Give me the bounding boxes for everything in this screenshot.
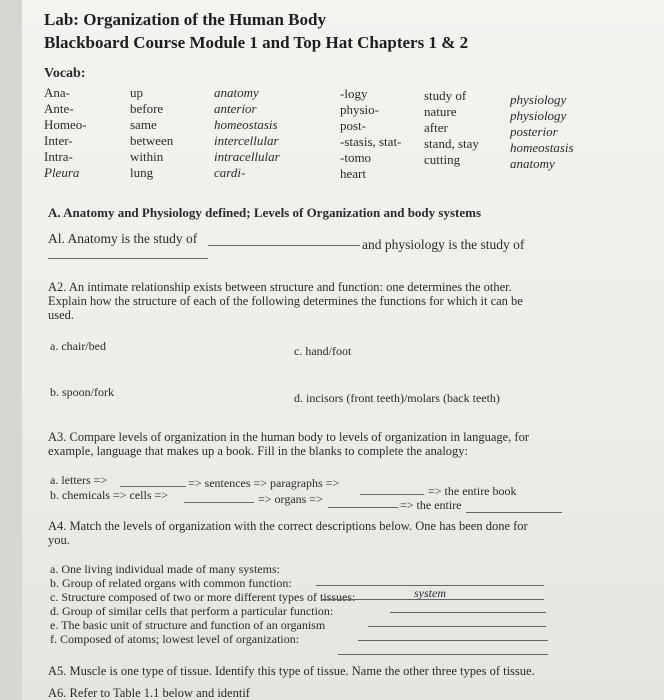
a3-analogy-b-end: => the entire xyxy=(400,498,462,512)
worksheet-page xyxy=(22,0,664,700)
a4-question-line: A4. Match the levels of organization with the correct descriptions below. One has been done for xyxy=(48,519,528,533)
a2-question-line: Explain how the structure of each of the following determines the functions for which it can be xyxy=(48,294,523,308)
a4-answer-line-a[interactable] xyxy=(316,585,544,586)
vocab-root-meaning: cutting xyxy=(424,152,461,167)
vocab-root-example: physiology xyxy=(510,92,567,107)
vocab-heading: Vocab: xyxy=(44,66,86,81)
vocab-root-column xyxy=(340,86,401,182)
a3-b-blank-2[interactable] xyxy=(328,507,398,508)
a4-answer-line-e[interactable] xyxy=(358,640,548,641)
vocab-root: -tomo xyxy=(340,150,372,165)
vocab-meaning: before xyxy=(130,101,164,116)
a2-item-a: a. chair/bed xyxy=(50,339,106,353)
a3-analogy-b-start: b. chemicals => cells => xyxy=(50,488,169,502)
vocab-root-example: homeostasis xyxy=(510,140,574,155)
vocab-example: homeostasis xyxy=(214,117,278,132)
vocab-term: Intra- xyxy=(44,149,73,164)
vocab-meaning: lung xyxy=(130,165,154,180)
a4-answer-line-f[interactable] xyxy=(338,654,548,655)
worksheet-title: Lab: Organization of the Human Body xyxy=(44,10,326,29)
a4-item: e. The basic unit of structure and function of an organism xyxy=(50,618,326,632)
vocab-term: Inter- xyxy=(44,133,73,148)
vocab-root-meaning: study of xyxy=(424,88,467,103)
vocab-example: cardi- xyxy=(214,165,246,180)
vocab-term: Pleura xyxy=(44,165,80,180)
vocab-example-column xyxy=(214,85,280,181)
a4-item: a. One living individual made of many systems: xyxy=(50,562,280,576)
vocab-example: anatomy xyxy=(214,85,259,100)
a3-b-blank-3[interactable] xyxy=(466,512,562,513)
a3-b-blank-1[interactable] xyxy=(184,502,254,503)
a1-question-part2: and physiology is the study of xyxy=(362,237,525,252)
a4-answer-line-c[interactable] xyxy=(390,612,546,613)
a3-analogy-a-end: => the entire book xyxy=(428,484,517,498)
a1-question-part1: Al. Anatomy is the study of xyxy=(48,231,198,246)
a4-answer-line-d[interactable] xyxy=(368,626,546,627)
a1-answer-blank-1[interactable] xyxy=(208,245,360,246)
vocab-meaning: within xyxy=(130,149,164,164)
a4-item: f. Composed of atoms; lowest level of organization: xyxy=(50,632,300,646)
a2-item-c: c. hand/foot xyxy=(294,344,352,358)
a2-question-line: A2. An intimate relationship exists between structure and function: one determines the other. xyxy=(48,280,512,294)
vocab-root-meaning: stand, stay xyxy=(424,136,479,151)
a3-question-line: example, language that makes up a book. Fill in the blanks to complete the analogy: xyxy=(48,444,469,458)
vocab-term: Ana- xyxy=(44,85,70,100)
a3-analogy-a-start: a. letters => xyxy=(50,473,108,487)
vocab-root: physio- xyxy=(340,102,379,117)
vocab-root-example: physiology xyxy=(510,108,567,123)
a1-answer-blank-2[interactable] xyxy=(48,258,208,259)
vocab-root: post- xyxy=(340,118,366,133)
vocab-term: Ante- xyxy=(44,101,74,116)
vocab-example: intracellular xyxy=(214,149,280,164)
vocab-term: Homeo- xyxy=(44,117,87,132)
vocab-meaning: up xyxy=(130,85,143,100)
vocab-meaning: between xyxy=(130,133,174,148)
a4-question-line: you. xyxy=(48,533,70,547)
a3-question-line: A3. Compare levels of organization in the human body to levels of organization in language, for xyxy=(48,430,530,444)
a2-item-d: d. incisors (front teeth)/molars (back teeth) xyxy=(294,391,500,405)
a4-answer-line-b[interactable] xyxy=(322,599,544,600)
a2-question-line: used. xyxy=(48,308,75,322)
vocab-root-meaning: after xyxy=(424,120,448,135)
a3-a-blank-1[interactable] xyxy=(120,486,186,487)
vocab-example: intercellular xyxy=(214,133,279,148)
vocab-meaning: same xyxy=(130,117,157,132)
a4-item: d. Group of similar cells that perform a particular function: xyxy=(50,604,334,618)
vocab-meaning-column xyxy=(130,85,173,181)
worksheet-subtitle: Blackboard Course Module 1 and Top Hat Chapters 1 & 2 xyxy=(44,33,469,52)
a3-a-blank-2[interactable] xyxy=(360,494,424,495)
vocab-root-example-column xyxy=(510,92,574,172)
a4-filled-answer: system xyxy=(414,586,446,600)
vocab-example: anterior xyxy=(214,101,257,116)
a5-question: A5. Muscle is one type of tissue. Identify this type of tissue. Name the other three types of tissue. xyxy=(48,664,535,678)
a2-item-b: b. spoon/fork xyxy=(50,385,114,399)
vocab-root-example: posterior xyxy=(510,124,558,139)
a4-item: c. Structure composed of two or more different types of tissues: xyxy=(50,590,356,604)
vocab-root-meaning-column xyxy=(424,88,479,168)
vocab-root-example: anatomy xyxy=(510,156,555,171)
vocab-root: -stasis, stat- xyxy=(340,134,402,149)
vocab-prefix-column xyxy=(44,85,87,181)
a3-analogy-b-middle: => organs => xyxy=(258,492,323,506)
vocab-root-meaning: nature xyxy=(424,104,457,119)
vocab-root: -logy xyxy=(340,86,368,101)
vocab-root: heart xyxy=(340,166,366,181)
a6-question: A6. Refer to Table 1.1 below and identif xyxy=(48,686,250,700)
a3-analogy-a-middle: => sentences => paragraphs => xyxy=(188,476,340,490)
section-a-heading: A. Anatomy and Physiology defined; Levels of Organization and body systems xyxy=(48,205,482,220)
a4-item: b. Group of related organs with common function: xyxy=(50,576,292,590)
